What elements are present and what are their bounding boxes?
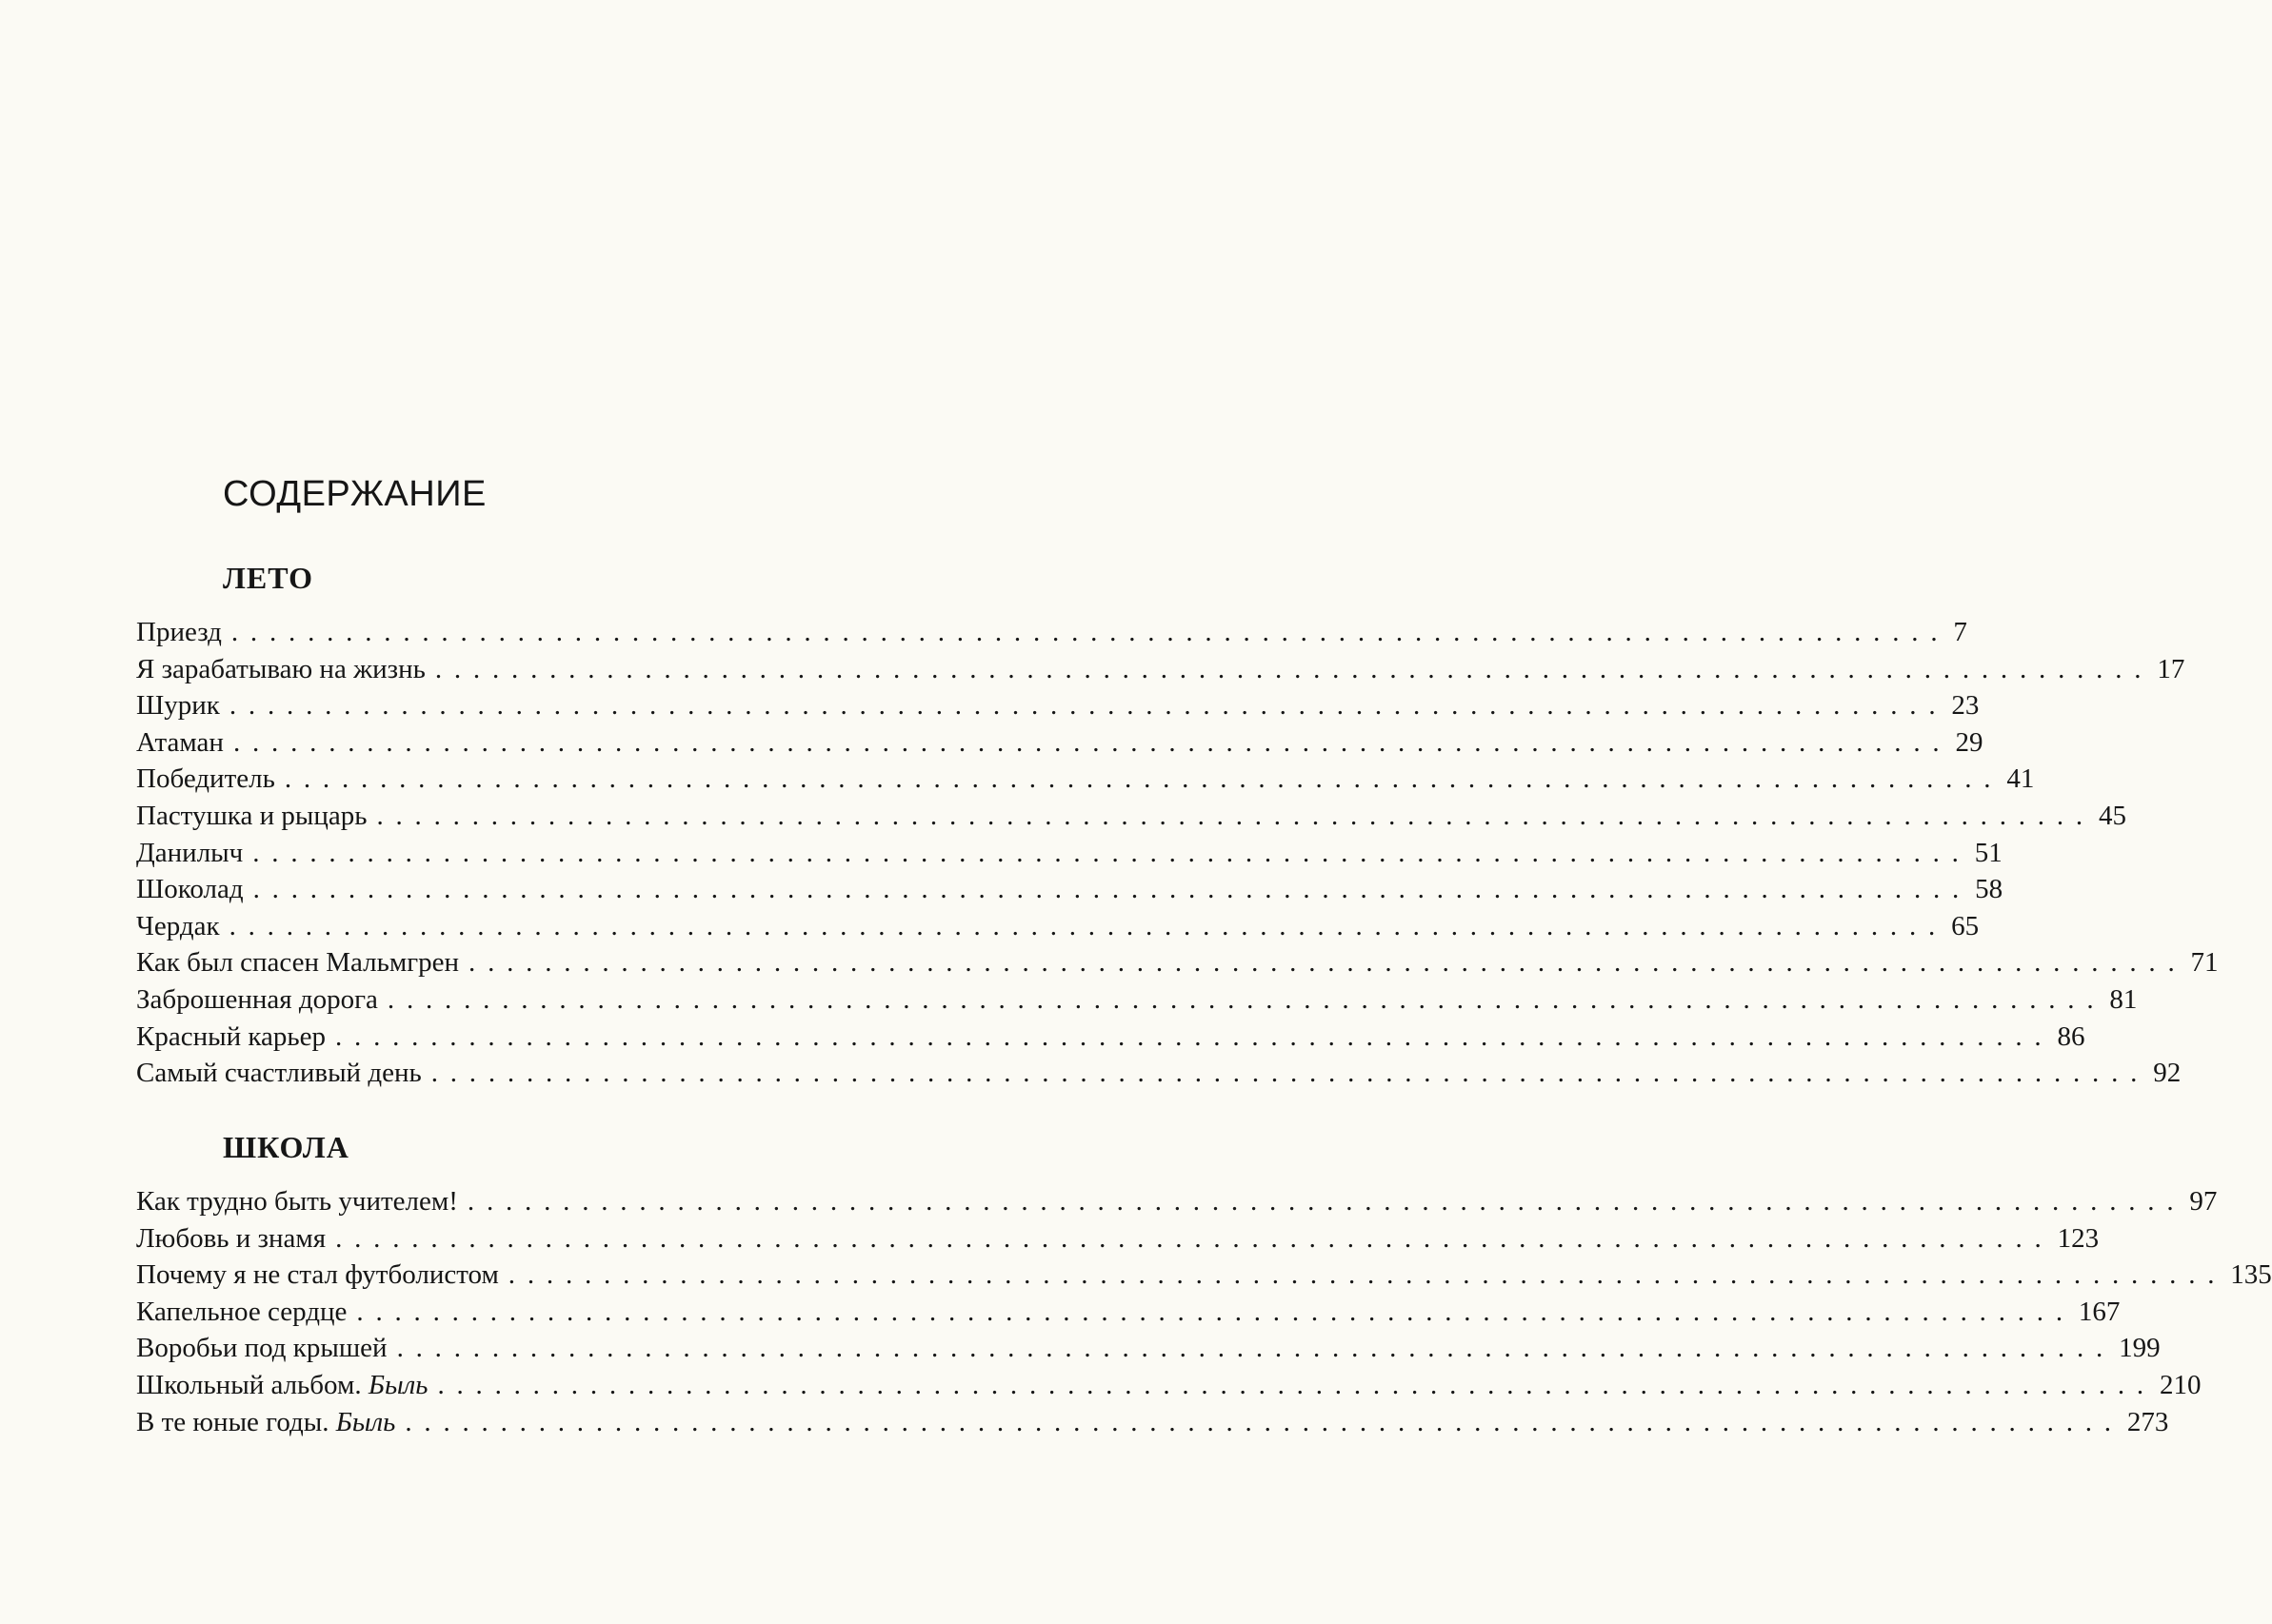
toc-entry-title: Заброшенная дорога [136, 983, 378, 1015]
dot-leader: .......................................................................................... [405, 1406, 2123, 1437]
toc-entry-page: 58 [1975, 874, 2003, 905]
toc-entry-title [136, 1404, 395, 1441]
dot-leader: .......................................................................................... [468, 947, 2187, 979]
dot-leader: .......................................................................................... [230, 617, 1950, 647]
toc-entry [136, 1019, 2085, 1056]
toc-entry-page: 97 [2189, 1186, 2218, 1217]
toc-entry-page: 17 [2157, 653, 2185, 684]
toc-entry [136, 1220, 2100, 1258]
toc-entry [136, 724, 1983, 762]
toc-entry-title: Любовь и знамя [136, 1222, 327, 1254]
toc-entry [136, 981, 2138, 1019]
toc-entry-title: Шоколад [136, 874, 244, 905]
toc-entry [136, 944, 2219, 981]
toc-entry-title: Воробьи под крышей [136, 1333, 388, 1364]
dot-leader: .......................................................................................... [467, 1186, 2186, 1217]
toc-entry-page: 65 [1951, 910, 1980, 941]
toc-entry [136, 835, 2003, 872]
dot-leader: .......................................................................................... [356, 1296, 2075, 1327]
toc-entry-page: 210 [2159, 1369, 2202, 1400]
toc-entry-title: Я зарабатываю на жизнь [136, 653, 426, 684]
toc-list-summer [136, 614, 2219, 1092]
toc-entry-title: Приезд [136, 617, 222, 647]
toc-entry-page: 41 [2006, 763, 2035, 795]
toc-entry-title: Победитель [136, 763, 275, 795]
toc-entry-page: 45 [2098, 800, 2126, 831]
toc-entry-title: Шурик [136, 690, 220, 722]
dot-leader: .......................................................................................... [252, 874, 1972, 905]
toc-entry-title-text: Школьный альбом. [136, 1369, 362, 1400]
toc-entry-title: Как трудно быть учителем! [136, 1186, 458, 1217]
toc-entry [136, 798, 2126, 835]
toc-entry-title: Красный карьер [136, 1020, 326, 1052]
toc-entry-page: 92 [2153, 1058, 2182, 1089]
dot-leader: .......................................................................................... [334, 1020, 2054, 1052]
toc-entry [136, 614, 1967, 651]
dot-leader: .......................................................................................... [508, 1259, 2227, 1291]
section-heading-summer: ЛЕТО [223, 561, 313, 595]
dot-leader: .......................................................................................... [387, 983, 2106, 1015]
toc-entry [136, 1257, 2272, 1294]
toc-entry [136, 908, 1980, 945]
toc-entry-page: 199 [2119, 1333, 2161, 1364]
toc-entry-subtitle: Быль [335, 1406, 396, 1437]
toc-entry [136, 1183, 2218, 1220]
toc-list-school [136, 1183, 2272, 1440]
toc-entry-page: 7 [1953, 617, 1967, 647]
dot-leader: .......................................................................................... [434, 653, 2154, 684]
dot-leader: .......................................................................................... [437, 1369, 2156, 1400]
toc-entry-page: 81 [2109, 983, 2138, 1015]
toc-entry-title: Самый счастливый день [136, 1058, 422, 1089]
toc-entry-title: Почему я не стал футболистом [136, 1259, 499, 1291]
dot-leader: .......................................................................................... [284, 763, 2003, 795]
toc-entry-page: 86 [2057, 1020, 2085, 1052]
toc-entry [136, 871, 2003, 908]
toc-entry-title [136, 1367, 428, 1404]
toc-entry-page: 167 [2078, 1296, 2121, 1327]
dot-leader: .......................................................................................... [229, 690, 1948, 722]
toc-entry [136, 1404, 2169, 1441]
section-heading-school: ШКОЛА [223, 1130, 349, 1164]
toc-entry-title: Атаман [136, 726, 224, 758]
toc-entry-page: 273 [2126, 1406, 2169, 1437]
dot-leader: .......................................................................................... [430, 1058, 2150, 1089]
toc-entry [136, 651, 2185, 688]
dot-leader: .......................................................................................... [376, 800, 2095, 831]
toc-entry [136, 1367, 2202, 1404]
toc-entry-page: 51 [1974, 837, 2003, 868]
dot-leader: .......................................................................................... [232, 726, 1952, 758]
toc-entry [136, 1330, 2161, 1367]
toc-entry [136, 687, 1980, 724]
toc-entry-page: 23 [1951, 690, 1980, 722]
toc-entry [136, 1294, 2121, 1331]
toc-entry-title: Как был спасен Мальмгрен [136, 947, 460, 979]
toc-entry-title: Чердак [136, 910, 220, 941]
toc-entry [136, 761, 2035, 798]
dot-leader: .......................................................................................... [335, 1222, 2054, 1254]
toc-entry-title: Капельное сердце [136, 1296, 348, 1327]
page-title: СОДЕРЖАНИЕ [223, 474, 487, 514]
toc-entry-title-text: В те юные годы. [136, 1406, 329, 1437]
toc-entry-page: 71 [2190, 947, 2219, 979]
toc-entry-page: 135 [2230, 1259, 2272, 1291]
toc-entry-title: Пастушка и рыцарь [136, 800, 368, 831]
toc-entry-page: 29 [1955, 726, 1983, 758]
toc-entry [136, 1055, 2182, 1092]
toc-entry-page: 123 [2057, 1222, 2100, 1254]
dot-leader: .......................................................................................... [396, 1333, 2116, 1364]
dot-leader: .......................................................................................... [252, 837, 1971, 868]
toc-entry-subtitle: Быль [368, 1369, 428, 1400]
dot-leader: .......................................................................................... [229, 910, 1948, 941]
toc-entry-title: Данилыч [136, 837, 244, 868]
